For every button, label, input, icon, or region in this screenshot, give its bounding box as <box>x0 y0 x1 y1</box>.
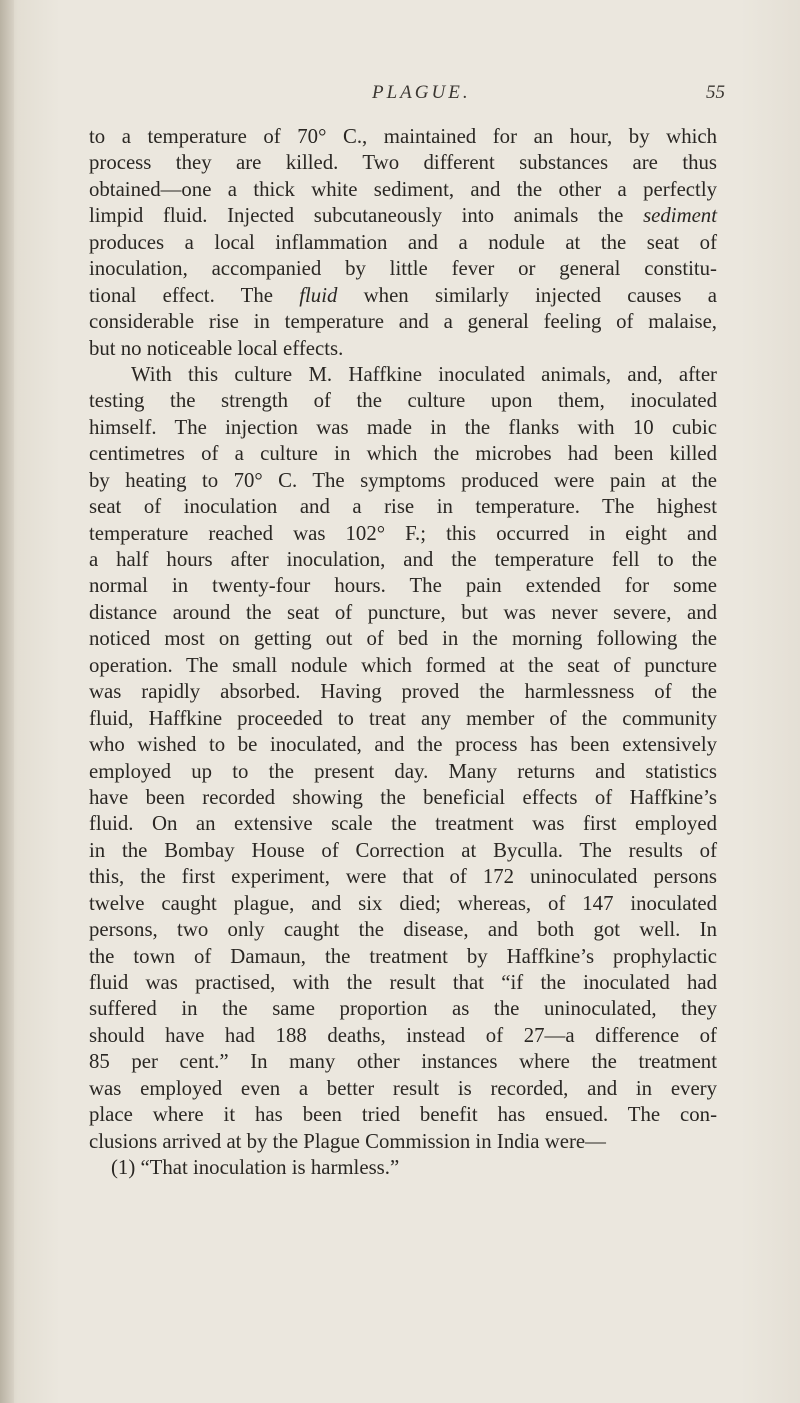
italic-word-fluid: fluid <box>299 283 338 307</box>
running-head-title: PLAGUE. <box>372 82 471 103</box>
text-line: produces a local inflammation and a nodule at the seat of <box>89 230 717 254</box>
text-line: temperature reached was 102° F.; this occurred in eight and <box>89 521 717 545</box>
text-line: himself. The injection was made in the flanks with 10 cubic <box>89 415 717 439</box>
text-segment: when similarly injected causes a <box>337 283 718 307</box>
text-line: centimetres of a culture in which the microbes had been killed <box>89 442 717 466</box>
text-line: but no noticeable local effects. <box>89 336 344 360</box>
text-line: considerable rise in temperature and a general feeling of malaise, <box>89 310 717 334</box>
text-line: persons, two only caught the disease, and both got well. In <box>89 918 717 942</box>
text-line: place where it has been tried benefit has ensued. The con- <box>89 1103 717 1127</box>
text-line: fluid, Haffkine proceeded to treat any member of the community <box>89 706 717 730</box>
text-line: fluid was practised, with the result that “if the inoculated had <box>89 971 717 994</box>
text-line: have been recorded showing the beneficial effects of Haffkine’s <box>89 785 717 809</box>
text-line: testing the strength of the culture upon them, inoculated <box>89 389 717 413</box>
text-line: should have had 188 deaths, instead of 27—a difference of <box>89 1023 717 1047</box>
text-line <box>89 283 717 309</box>
text-line: 85 per cent.” In many other instances where the treatment <box>89 1050 717 1074</box>
text-line: process they are killed. Two different substances are thus <box>89 151 717 175</box>
text-line: clusions arrived at by the Plague Commission in India were— <box>89 1129 606 1153</box>
text-line: With this culture M. Haffkine inoculated animals, and, after <box>131 362 717 386</box>
list-item: (1) “That inoculation is harmless.” <box>111 1156 400 1180</box>
text-line: distance around the seat of puncture, but was never severe, and <box>89 600 717 624</box>
italic-word-sediment: sediment <box>643 204 717 228</box>
text-line: was rapidly absorbed. Having proved the harmlessness of the <box>89 680 717 704</box>
text-line: in the Bombay House of Correction at Byculla. The results of <box>89 838 717 862</box>
text-line: employed up to the present day. Many returns and statistics <box>89 759 717 783</box>
page-gutter-shadow <box>0 0 14 1403</box>
text-line: to a temperature of 70° C., maintained for an hour, by which <box>89 125 717 148</box>
page-number: 55 <box>706 82 725 103</box>
text-line: obtained—one a thick white sediment, and the other a perfectly <box>89 177 717 201</box>
text-line: twelve caught plague, and six died; whereas, of 147 inoculated <box>89 891 717 915</box>
text-line: seat of inoculation and a rise in temperature. The highest <box>89 495 717 519</box>
text-line: this, the first experiment, were that of 172 uninoculated persons <box>89 865 717 889</box>
text-line: who wished to be inoculated, and the process has been extensively <box>89 733 717 757</box>
text-line: was employed even a better result is recorded, and in every <box>89 1076 717 1100</box>
text-line: inoculation, accompanied by little fever or general constitu- <box>89 257 717 281</box>
text-line: a half hours after inoculation, and the temperature fell to the <box>89 548 717 571</box>
body-text <box>89 124 717 1182</box>
text-line: operation. The small nodule which formed at the seat of puncture <box>89 653 717 677</box>
text-line: noticed most on getting out of bed in the morning following the <box>89 627 717 651</box>
text-segment: limpid fluid. Injected subcutaneously into animals the <box>89 204 644 228</box>
text-line: normal in twenty-four hours. The pain extended for some <box>89 574 717 598</box>
text-line: by heating to 70° C. The symptoms produced were pain at the <box>89 468 717 492</box>
text-line: suffered in the same proportion as the uninoculated, they <box>89 997 717 1021</box>
text-segment: tional effect. The <box>89 283 300 307</box>
text-line <box>89 203 717 229</box>
text-line: the town of Damaun, the treatment by Haffkine’s prophylactic <box>89 944 717 968</box>
text-line: fluid. On an extensive scale the treatment was first employed <box>89 812 717 836</box>
